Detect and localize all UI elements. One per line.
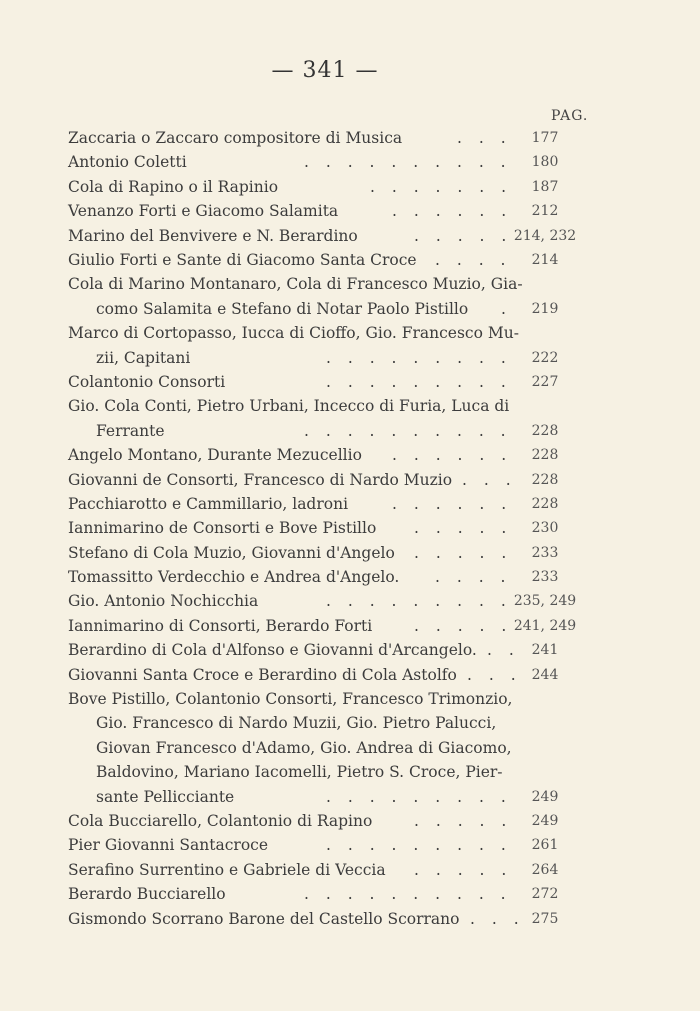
- toc-entry-text: Baldovino, Mariano Iacomelli, Pietro S. Croce, Pier-: [96, 763, 503, 782]
- toc-entry: [0, 250, 700, 274]
- toc-page-number: 219: [531, 300, 559, 317]
- toc-entry-text: Colantonio Consorti: [68, 372, 226, 391]
- toc-entry-line: [0, 616, 700, 637]
- toc-entry-line: [0, 421, 700, 442]
- toc-entry-text: Giovanni Santa Croce e Berardino di Cola Astolfo: [68, 665, 457, 684]
- leader-dots: .: [501, 299, 512, 318]
- toc-entry: [0, 494, 700, 518]
- toc-page-number: 228: [531, 422, 559, 439]
- toc-entry-text: Iannimarino di Consorti, Berardo Forti: [68, 616, 373, 635]
- toc-entry-text: Gio. Francesco di Nardo Muzii, Gio. Pietro Palucci,: [96, 714, 497, 733]
- toc-entry-line: [0, 640, 700, 661]
- toc-entry-line: [0, 470, 700, 491]
- leader-dots: . . . . . . . . . .: [304, 153, 512, 172]
- toc-entry-line: [0, 494, 700, 515]
- page-number: — 341 —: [271, 58, 379, 83]
- toc-page-number: 228: [531, 471, 559, 488]
- toc-entry: [0, 640, 700, 664]
- toc-entry-line: [0, 128, 700, 149]
- toc-page-number: 241: [531, 642, 559, 659]
- toc-entry-line: [0, 226, 700, 247]
- toc-page-number: 233: [531, 569, 559, 586]
- leader-dots: . . .: [457, 129, 512, 147]
- toc-entry: [0, 396, 700, 445]
- toc-page-number: 275: [531, 910, 559, 927]
- toc-entry-line: [0, 177, 700, 198]
- toc-entry: [0, 811, 700, 835]
- toc-entry-line: [0, 299, 700, 320]
- toc-entry-line: [0, 567, 700, 588]
- toc-entry-text: Tomassitto Verdecchio e Andrea d'Angelo.: [68, 568, 400, 587]
- toc-entry-line: [0, 396, 700, 417]
- toc-entry: [0, 543, 700, 567]
- toc-entry-text: Marco di Cortopasso, Iucca di Cioffo, Gio. Francesco Mu-: [68, 324, 519, 343]
- leader-dots: . . . . . . . . .: [326, 592, 512, 611]
- leader-dots: . . . . .: [414, 519, 513, 538]
- toc-entry-line: [0, 152, 700, 173]
- toc-page-number: 244: [531, 666, 559, 683]
- toc-entry-line: [0, 445, 700, 466]
- toc-entry: [0, 567, 700, 591]
- leader-dots: . . . . . . . . .: [326, 348, 512, 367]
- toc-entry-text: Pier Giovanni Santacroce: [68, 836, 269, 855]
- toc-page-number: 249: [531, 788, 559, 805]
- toc-page-number: 272: [531, 886, 559, 903]
- toc-entry-text: Antonio Coletti: [68, 153, 187, 172]
- toc-entry-line: [0, 884, 700, 905]
- toc-entry-text: Bove Pistillo, Colantonio Consorti, Francesco Trimonzio,: [68, 690, 513, 709]
- toc-entry: [0, 226, 700, 250]
- toc-entry-text: Cola di Marino Montanaro, Cola di Francesco Muzio, Gia-: [68, 275, 523, 294]
- toc-entry-line: [0, 250, 700, 271]
- toc-entry-line: [0, 762, 700, 783]
- toc-entry-line: [0, 543, 700, 564]
- toc-entry: [0, 860, 700, 884]
- toc-entry-text: Cola di Rapino o il Rapinio: [68, 177, 279, 196]
- toc-entry-text: Marino del Benvivere e N. Berardino: [68, 226, 358, 245]
- toc-entry-line: [0, 201, 700, 222]
- toc-entry: [0, 616, 700, 640]
- leader-dots: . . . . . . . . . .: [304, 421, 512, 440]
- toc-entry: [0, 835, 700, 859]
- toc-page-number: 230: [531, 520, 559, 537]
- toc-entry-text: Giovan Francesco d'Adamo, Gio. Andrea di Giacomo,: [96, 738, 512, 757]
- toc-entry-text: Venanzo Forti e Giacomo Salamita: [68, 202, 339, 221]
- toc-entry-text: Iannimarino de Consorti e Bove Pistillo: [68, 519, 377, 538]
- toc-page-number: 214, 232: [513, 227, 577, 244]
- table-of-contents: [0, 128, 700, 933]
- leader-dots: . . .: [462, 470, 517, 489]
- toc-entry: [0, 591, 700, 615]
- toc-page-number: 187: [531, 178, 559, 195]
- toc-page-number: 249: [531, 813, 559, 830]
- toc-entry: [0, 323, 700, 372]
- toc-entry-line: [0, 348, 700, 369]
- leader-dots: . . .: [467, 665, 522, 684]
- toc-page-number: 227: [531, 373, 559, 390]
- toc-entry-line: [0, 787, 700, 808]
- leader-dots: . . . .: [435, 568, 512, 587]
- leader-dots: . . . . . . . . .: [326, 787, 512, 806]
- toc-entry: [0, 152, 700, 176]
- toc-entry-line: [0, 811, 700, 832]
- toc-entry-text: como Salamita e Stefano di Notar Paolo Pistillo: [96, 299, 469, 318]
- toc-page-number: 180: [531, 154, 559, 171]
- toc-entry: [0, 470, 700, 494]
- toc-entry: [0, 445, 700, 469]
- toc-page-number: 241, 249: [513, 617, 577, 634]
- toc-entry-line: [0, 689, 700, 710]
- toc-entry-text: Angelo Montano, Durante Mezucellio: [68, 446, 362, 465]
- toc-page-number: 261: [531, 837, 559, 854]
- leader-dots: . . . . . .: [392, 494, 513, 513]
- leader-dots: . . . . .: [414, 616, 513, 635]
- leader-dots: . . . . .: [414, 543, 513, 562]
- toc-entry-text: Cola Bucciarello, Colantonio di Rapino: [68, 812, 373, 831]
- toc-page-number: 222: [531, 349, 559, 366]
- toc-page-number: 264: [531, 861, 559, 878]
- leader-dots: . . . . . . . . .: [326, 836, 512, 855]
- toc-entry-text: Berardino di Cola d'Alfonso e Giovanni d'Arcangelo.: [68, 641, 477, 660]
- toc-entry-line: [0, 372, 700, 393]
- toc-entry-text: Stefano di Cola Muzio, Giovanni d'Angelo: [68, 543, 395, 562]
- toc-entry-line: [0, 909, 700, 930]
- toc-page-number: 228: [531, 495, 559, 512]
- leader-dots: . . . . .: [414, 226, 513, 245]
- toc-entry-text: sante Pellicciante: [96, 787, 235, 806]
- toc-entry-text: Pacchiarotto e Cammillario, ladroni: [68, 494, 349, 513]
- toc-entry: [0, 372, 700, 396]
- toc-page-number: 228: [531, 447, 559, 464]
- toc-entry-text: Berardo Bucciarello: [68, 885, 226, 904]
- leader-dots: . . . . . . . . .: [326, 372, 512, 391]
- toc-entry-line: [0, 518, 700, 539]
- leader-dots: . . . . . .: [392, 446, 513, 465]
- leader-dots: . . . . .: [414, 860, 513, 879]
- toc-entry-line: [0, 738, 700, 759]
- toc-entry-line: [0, 860, 700, 881]
- leader-dots: . . . . . . . . . .: [304, 885, 512, 904]
- toc-page-number: 212: [531, 203, 559, 220]
- leader-dots: . . . .: [435, 250, 512, 269]
- toc-entry-text: Serafino Surrentino e Gabriele di Veccia: [68, 860, 386, 879]
- leader-dots: . . . . .: [414, 812, 513, 831]
- leader-dots: . . . . . .: [392, 202, 513, 221]
- toc-page-number: 235, 249: [513, 593, 577, 610]
- toc-page-number: 214: [531, 251, 559, 268]
- toc-entry: [0, 177, 700, 201]
- toc-entry: [0, 518, 700, 542]
- toc-page-number: 233: [531, 544, 559, 561]
- leader-dots: . .: [487, 641, 520, 660]
- toc-entry-text: Gismondo Scorrano Barone del Castello Scorrano: [68, 909, 460, 928]
- toc-entry: [0, 665, 700, 689]
- leader-dots: . . .: [470, 909, 525, 928]
- toc-entry-text: Gio. Cola Conti, Pietro Urbani, Incecco di Furia, Luca di: [68, 397, 510, 416]
- toc-page-number: 177: [531, 130, 559, 146]
- toc-entry-line: [0, 713, 700, 734]
- toc-entry: [0, 201, 700, 225]
- toc-entry: [0, 128, 700, 152]
- toc-entry: [0, 884, 700, 908]
- toc-entry-line: [0, 835, 700, 856]
- toc-entry-line: [0, 323, 700, 344]
- toc-entry-line: [0, 665, 700, 686]
- toc-entry: [0, 274, 700, 323]
- toc-entry: [0, 689, 700, 811]
- pag-column-header: PAG.: [551, 108, 589, 124]
- toc-entry-text: Giulio Forti e Sante di Giacomo Santa Croce: [68, 250, 417, 269]
- toc-entry-text: Giovanni de Consorti, Francesco di Nardo Muzio: [68, 470, 453, 489]
- toc-entry-text: Gio. Antonio Nochicchia: [68, 592, 259, 611]
- toc-entry-line: [0, 591, 700, 612]
- toc-entry-text: Zaccaria o Zaccaro compositore di Musica: [68, 129, 403, 147]
- toc-entry-text: zii, Capitani: [96, 348, 191, 367]
- toc-entry-line: [0, 274, 700, 295]
- toc-entry: [0, 909, 700, 933]
- toc-entry-text: Ferrante: [96, 421, 165, 440]
- leader-dots: . . . . . . .: [370, 177, 513, 196]
